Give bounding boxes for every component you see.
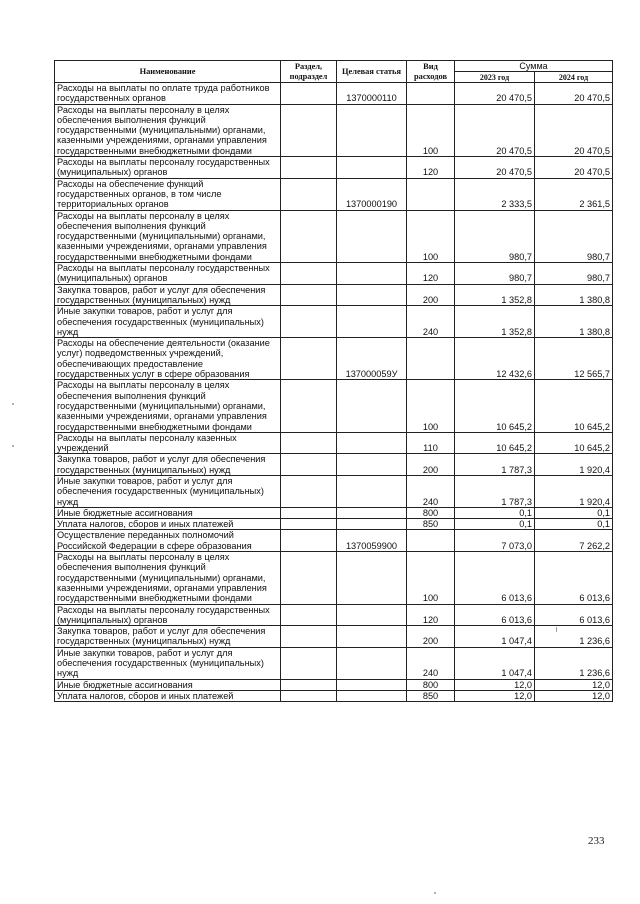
- row-section: [281, 626, 337, 648]
- table-body: [55, 83, 613, 702]
- row-section: [281, 284, 337, 306]
- row-kind: 120: [407, 157, 455, 179]
- row-section: [281, 552, 337, 604]
- header-article: Целевая статья: [337, 61, 407, 83]
- row-name: Закупка товаров, работ и услуг для обеспечения государственных (муниципальных) нужд: [55, 626, 281, 648]
- row-value-2024: 0,1: [535, 519, 613, 530]
- row-name: Осуществление переданных полномочий Российской Федерации в сфере образования: [55, 530, 281, 552]
- table-row: [55, 380, 613, 432]
- header-year-2024: 2024 год: [535, 72, 613, 83]
- row-kind: 100: [407, 210, 455, 262]
- row-section: [281, 690, 337, 701]
- row-name: Иные закупки товаров, работ и услуг для обеспечения государственных (муниципальных) нужд: [55, 306, 281, 338]
- row-section: [281, 679, 337, 690]
- row-section: [281, 157, 337, 179]
- row-value-2024: 6 013,6: [535, 552, 613, 604]
- row-name: Расходы на выплаты персоналу в целях обеспечения выполнения функций государственными (муниципальными) органами, казенными учреждениями, органами управления государственными внебюджетными фондами: [55, 210, 281, 262]
- row-value-2024: 2 361,5: [535, 178, 613, 210]
- row-article: [337, 604, 407, 626]
- table-row: [55, 604, 613, 626]
- table-row: [55, 530, 613, 552]
- table-row: [55, 432, 613, 454]
- row-article: [337, 380, 407, 432]
- row-value-2024: 1 380,8: [535, 284, 613, 306]
- row-article: [337, 690, 407, 701]
- row-article: 1370000190: [337, 178, 407, 210]
- table-row: [55, 338, 613, 380]
- row-value-2023: 1 352,8: [455, 284, 535, 306]
- row-name: Расходы на обеспечение деятельности (оказание услуг) подведомственных учреждений, обеспечивающих предоставление государственных услуг в сфере образования: [55, 338, 281, 380]
- row-article: [337, 552, 407, 604]
- row-kind: 240: [407, 647, 455, 679]
- header-sum: Сумма: [455, 61, 613, 72]
- row-value-2024: 1 236,6: [535, 626, 613, 648]
- row-value-2024: 980,7: [535, 263, 613, 285]
- row-value-2023: 1 047,4: [455, 626, 535, 648]
- row-article: [337, 432, 407, 454]
- row-kind: [407, 338, 455, 380]
- header-year-2023: 2023 год: [455, 72, 535, 83]
- row-article: [337, 306, 407, 338]
- row-section: [281, 507, 337, 518]
- row-kind: 850: [407, 519, 455, 530]
- row-section: [281, 475, 337, 507]
- row-kind: 100: [407, 380, 455, 432]
- table-row: [55, 475, 613, 507]
- row-article: [337, 679, 407, 690]
- row-value-2024: 20 470,5: [535, 157, 613, 179]
- table-row: [55, 507, 613, 518]
- row-name: Расходы на выплаты персоналу в целях обеспечения выполнения функций государственными (муниципальными) органами, казенными учреждениями, органами управления государственными внебюджетными фондами: [55, 380, 281, 432]
- row-value-2023: 10 645,2: [455, 432, 535, 454]
- row-article: 1370000110: [337, 83, 407, 105]
- row-value-2023: 0,1: [455, 507, 535, 518]
- table-row: [55, 210, 613, 262]
- row-value-2024: 12,0: [535, 690, 613, 701]
- row-section: [281, 519, 337, 530]
- row-article: 1370059900: [337, 530, 407, 552]
- row-value-2023: 12,0: [455, 690, 535, 701]
- row-kind: [407, 83, 455, 105]
- row-section: [281, 263, 337, 285]
- row-value-2024: 1 236,6: [535, 647, 613, 679]
- row-section: [281, 647, 337, 679]
- row-value-2023: 12 432,6: [455, 338, 535, 380]
- row-name: Иные закупки товаров, работ и услуг для обеспечения государственных (муниципальных) нужд: [55, 475, 281, 507]
- row-name: Расходы на выплаты персоналу государственных (муниципальных) органов: [55, 604, 281, 626]
- row-section: [281, 338, 337, 380]
- row-article: [337, 647, 407, 679]
- row-value-2023: 6 013,6: [455, 552, 535, 604]
- table-row: [55, 519, 613, 530]
- row-value-2023: 0,1: [455, 519, 535, 530]
- row-value-2024: 12 565,7: [535, 338, 613, 380]
- row-article: [337, 454, 407, 476]
- row-section: [281, 530, 337, 552]
- row-kind: 100: [407, 552, 455, 604]
- row-article: [337, 104, 407, 156]
- row-value-2023: 980,7: [455, 263, 535, 285]
- budget-page: [54, 60, 612, 702]
- row-kind: 200: [407, 454, 455, 476]
- row-name: Расходы на выплаты персоналу казенных учреждений: [55, 432, 281, 454]
- row-article: [337, 626, 407, 648]
- row-value-2023: 1 047,4: [455, 647, 535, 679]
- row-name: Расходы на выплаты персоналу в целях обеспечения выполнения функций государственными (муниципальными) органами, казенными учреждениями, органами управления государственными внебюджетными фондами: [55, 104, 281, 156]
- row-article: [337, 157, 407, 179]
- row-kind: 200: [407, 626, 455, 648]
- row-value-2024: 20 470,5: [535, 83, 613, 105]
- row-kind: 800: [407, 679, 455, 690]
- row-kind: [407, 178, 455, 210]
- table-row: [55, 647, 613, 679]
- scan-speck: [556, 627, 557, 632]
- row-section: [281, 210, 337, 262]
- row-value-2023: 1 787,3: [455, 454, 535, 476]
- header-section: Раздел, подраздел: [281, 61, 337, 83]
- header-name: Наименование: [55, 61, 281, 83]
- row-kind: 200: [407, 284, 455, 306]
- row-name: Закупка товаров, работ и услуг для обеспечения государственных (муниципальных) нужд: [55, 454, 281, 476]
- table-row: [55, 83, 613, 105]
- row-article: [337, 519, 407, 530]
- row-kind: [407, 530, 455, 552]
- table-header: [55, 61, 613, 83]
- row-value-2024: 1 920,4: [535, 475, 613, 507]
- scan-speck: [434, 892, 436, 894]
- row-value-2023: 7 073,0: [455, 530, 535, 552]
- row-name: Иные бюджетные ассигнования: [55, 507, 281, 518]
- row-kind: 800: [407, 507, 455, 518]
- row-section: [281, 380, 337, 432]
- table-row: [55, 306, 613, 338]
- row-article: [337, 507, 407, 518]
- row-value-2024: 20 470,5: [535, 104, 613, 156]
- row-value-2024: 10 645,2: [535, 380, 613, 432]
- table-row: [55, 454, 613, 476]
- row-section: [281, 83, 337, 105]
- row-value-2023: 2 333,5: [455, 178, 535, 210]
- scan-speck: [12, 445, 14, 447]
- row-name: Уплата налогов, сборов и иных платежей: [55, 519, 281, 530]
- table-row: [55, 284, 613, 306]
- row-value-2024: 6 013,6: [535, 604, 613, 626]
- table-row: [55, 178, 613, 210]
- budget-table: [54, 60, 613, 702]
- scan-speck: [12, 403, 14, 405]
- row-value-2023: 12,0: [455, 679, 535, 690]
- row-section: [281, 454, 337, 476]
- row-name: Расходы на выплаты персоналу государственных (муниципальных) органов: [55, 157, 281, 179]
- row-name: Расходы на обеспечение функций государственных органов, в том числе территориальных органов: [55, 178, 281, 210]
- row-name: Иные закупки товаров, работ и услуг для обеспечения государственных (муниципальных) нужд: [55, 647, 281, 679]
- row-name: Закупка товаров, работ и услуг для обеспечения государственных (муниципальных) нужд: [55, 284, 281, 306]
- row-value-2024: 10 645,2: [535, 432, 613, 454]
- row-section: [281, 104, 337, 156]
- row-article: 137000059У: [337, 338, 407, 380]
- row-article: [337, 263, 407, 285]
- row-name: Расходы на выплаты персоналу в целях обеспечения выполнения функций государственными (муниципальными) органами, казенными учреждениями, органами управления государственными внебюджетными фондами: [55, 552, 281, 604]
- row-value-2024: 7 262,2: [535, 530, 613, 552]
- row-article: [337, 475, 407, 507]
- row-value-2023: 1 787,3: [455, 475, 535, 507]
- table-row: [55, 690, 613, 701]
- row-value-2024: 980,7: [535, 210, 613, 262]
- row-section: [281, 306, 337, 338]
- header-kind: Вид расходов: [407, 61, 455, 83]
- row-name: Иные бюджетные ассигнования: [55, 679, 281, 690]
- row-article: [337, 284, 407, 306]
- row-value-2023: 980,7: [455, 210, 535, 262]
- row-value-2024: 1 920,4: [535, 454, 613, 476]
- row-value-2023: 1 352,8: [455, 306, 535, 338]
- table-row: [55, 679, 613, 690]
- page-number: 233: [588, 835, 605, 847]
- row-value-2023: 20 470,5: [455, 157, 535, 179]
- row-kind: 110: [407, 432, 455, 454]
- row-kind: 100: [407, 104, 455, 156]
- row-value-2023: 10 645,2: [455, 380, 535, 432]
- row-value-2024: 12,0: [535, 679, 613, 690]
- row-section: [281, 178, 337, 210]
- row-name: Уплата налогов, сборов и иных платежей: [55, 690, 281, 701]
- row-value-2024: 1 380,8: [535, 306, 613, 338]
- table-row: [55, 626, 613, 648]
- table-row: [55, 263, 613, 285]
- row-section: [281, 432, 337, 454]
- row-name: Расходы на выплаты по оплате труда работников государственных органов: [55, 83, 281, 105]
- row-section: [281, 604, 337, 626]
- table-row: [55, 552, 613, 604]
- row-name: Расходы на выплаты персоналу государственных (муниципальных) органов: [55, 263, 281, 285]
- row-value-2023: 6 013,6: [455, 604, 535, 626]
- row-kind: 240: [407, 306, 455, 338]
- row-value-2023: 20 470,5: [455, 104, 535, 156]
- row-value-2024: 0,1: [535, 507, 613, 518]
- table-row: [55, 104, 613, 156]
- row-kind: 850: [407, 690, 455, 701]
- row-kind: 120: [407, 263, 455, 285]
- row-article: [337, 210, 407, 262]
- row-kind: 120: [407, 604, 455, 626]
- table-row: [55, 157, 613, 179]
- row-kind: 240: [407, 475, 455, 507]
- row-value-2023: 20 470,5: [455, 83, 535, 105]
